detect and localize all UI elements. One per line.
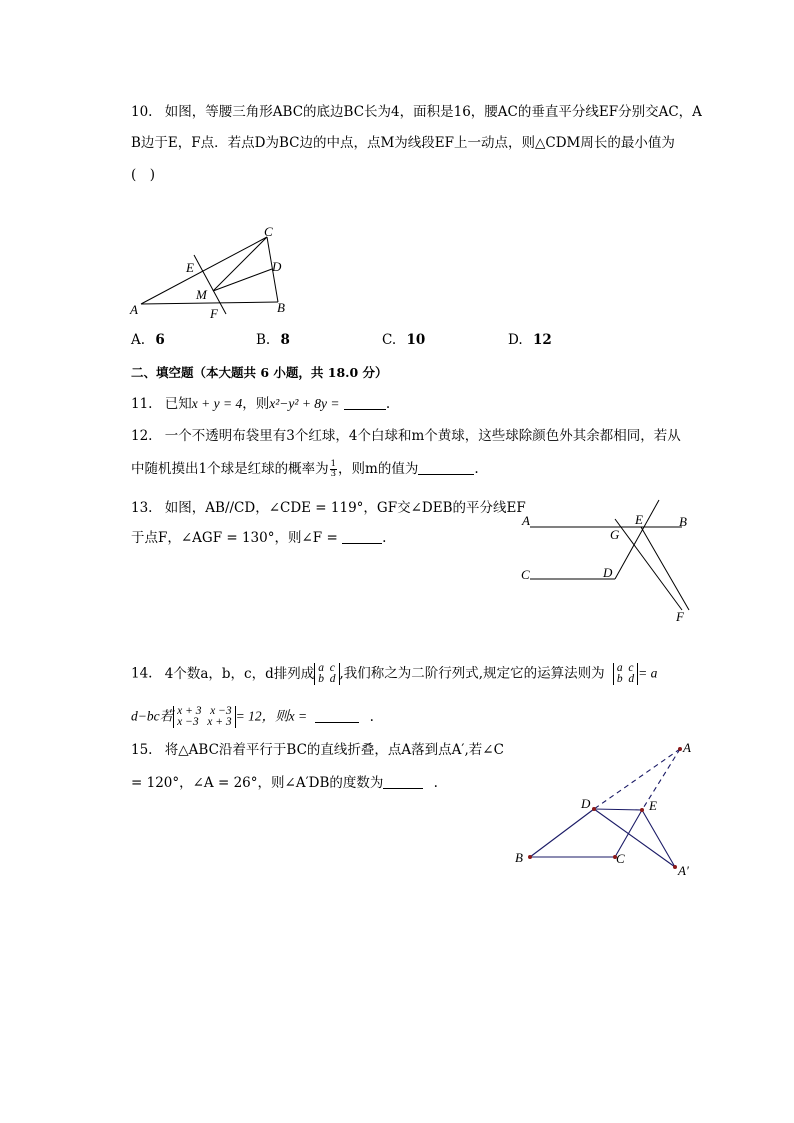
q10-option-d[interactable]: D. 12 [508,332,552,348]
q14-determinant-equation: x + 3 x −3 x −3 x + 3 [173,706,236,728]
q15-line2: = 120°，∠A = 26°，则∠A′DB的度数为 . [131,775,438,791]
q15-number: 15. [131,742,153,758]
q13-label-a: A [522,513,530,528]
q10-label-a: A [130,302,138,317]
q15-point-a2 [673,865,677,869]
q10-line1 [131,103,702,121]
q10-label-d: D [272,259,282,274]
q13-number: 13. [131,500,153,516]
q15-label-c: C [616,851,625,866]
q14-number: 14. [131,665,153,682]
q10-line2 [131,134,675,152]
q12-number: 12. [131,428,153,444]
q13-figure [517,495,697,625]
section-title: 二、填空题（本大题共 6 小题，共 18.0 分） [131,365,388,380]
q10-option-c[interactable]: C. 10 [382,332,426,348]
q10-segment-cm [213,237,267,291]
q15-answer-blank[interactable] [383,775,423,789]
q13-label-g: G [610,527,620,542]
q15-line-de [594,809,642,810]
q10-number: 10. [131,104,153,120]
q10-text-line3: ( ) [131,167,156,183]
q10-option-b[interactable]: B. 8 [256,332,290,348]
q14-determinant-def: a c b d [314,663,339,685]
q12-line2: 中随机摸出1个球是红球的概率为 $\frac{1}{3}$ ，则m的值为 . [131,459,479,479]
q10-text-line2: B边于E，F点．若点D为BC边的中点，点M为线段EF上一动点，则△CDM周长的最小值为 [131,135,675,151]
q13-label-e: E [635,512,643,527]
q15-label-a2: A′ [678,863,689,878]
q15-label-a: A [683,740,691,755]
q13-label-d: D [603,565,613,580]
q13-label-c: C [521,567,530,582]
q13-label-f: F [676,609,684,624]
q15-point-b [528,855,532,859]
q13-line2: 于点F，∠AGF = 130°，则∠F = . [131,530,387,546]
q13-answer-blank[interactable] [342,530,382,544]
q12-line1: 12. 一个不透明布袋里有3个红球，4个白球和m个黄球，这些球除颜色外其余都相同，若从 [131,428,681,444]
q15-label-e: E [649,798,657,813]
q15-line-bd [530,809,594,857]
q15-point-d [592,807,596,811]
q11-number: 11. [131,396,153,412]
q13-line1: 13. 如图，AB//CD，∠CDE = 119°，GF交∠DEB的平分线EF [131,500,526,516]
q13-line-gf [615,519,682,610]
q13-label-b: B [679,514,687,529]
q10-text-line1: 如图，等腰三角形ABC的底边BC长为4，面积是16，腰AC的垂直平分线EF分别交AC，A [164,104,702,120]
q15-label-b: B [515,850,523,865]
q11-line: 11. 已知x + y = 4，则x²−y² + 8y = . [131,396,391,412]
q14-line2: d−bc若 x + 3 x −3 x −3 x + 3 = 12，则x = . [131,705,374,728]
q10-figure [126,222,296,322]
q15-label-d: D [581,796,591,811]
q10-label-b: B [277,300,285,315]
q14-determinant-rule: a c b d [613,663,638,685]
q10-segment-ab [141,302,278,304]
q14-answer-blank[interactable] [315,709,359,723]
q15-line-ad-dashed [594,749,680,809]
q15-line-ea2 [642,810,675,867]
q10-label-e: E [186,260,194,275]
q11-answer-blank[interactable] [344,396,386,410]
q13-line-ef [641,527,689,610]
q15-figure [510,738,700,883]
q10-label-m: M [196,287,207,302]
q10-label-c: C [264,224,273,239]
q10-label-f: F [210,306,218,321]
q15-line-da2 [594,809,675,867]
q10-segment-md [213,269,272,291]
q15-point-a [678,747,682,751]
q12-fraction: $\frac{1}{3}$ [330,459,337,479]
q15-point-e [640,808,644,812]
q15-line-ae-dashed [642,749,680,810]
q10-line3 [131,166,155,184]
q15-line1: 15. 将△ABC沿着平行于BC的直线折叠，点A落到点A′,若∠C [131,742,504,758]
q14-line1: 14. 4个数a，b，c，d排列成 a c b d ,我们称之为二阶行列式,规定它的运算法则为 a c b d = a [131,662,658,685]
q10-option-a[interactable]: A. 6 [131,332,165,348]
q12-answer-blank[interactable] [418,461,474,475]
